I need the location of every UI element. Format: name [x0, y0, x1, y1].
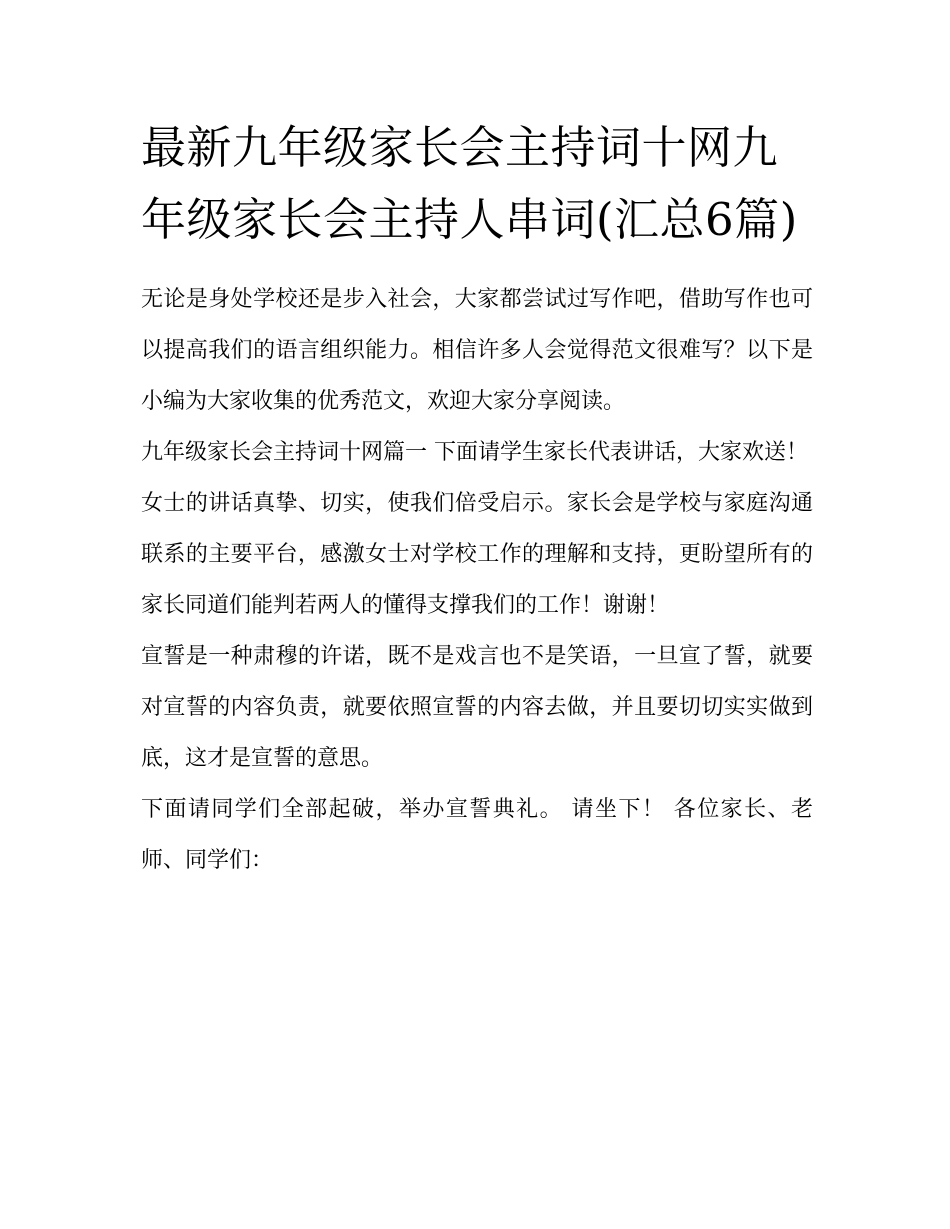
paragraph-ceremony: 下面请同学们全部起破，举办宣誓典礼。 请坐下！ 各位家长、老师、同学们： [141, 797, 813, 873]
paragraph-oath: 宣誓是一种肃穆的许诺，既不是戏言也不是笑语，一旦宣了誓，就要对宣誓的内容负责，就要依照宣誓的内容去做，并且要切切实实做到底，这才是宣誓的意思。 [141, 644, 813, 771]
document-title: 最新九年级家长会主持词十网九年级家长会主持人串词(汇总6篇) [141, 121, 798, 246]
paragraph-intro: 无论是身处学校还是步入社会，大家都尝试过写作吧，借助写作也可以提高我们的语言组织能力。相信许多人会觉得范文很难写？以下是小编为大家收集的优秀范文，欢迎大家分享阅读。 [141, 287, 813, 414]
paragraph-thanks: 女士的讲话真挚、切实，使我们倍受启示。家长会是学校与家庭沟通联系的主要平台，感激女士对学校工作的理解和支持，更盼望所有的家长同道们能判若两人的懂得支撑我们的工作！谢谢！ [141, 491, 813, 618]
document-body [141, 112, 813, 886]
paragraph-section-one: 九年级家长会主持词十网篇一 下面请学生家长代表讲话，大家欢送！ [141, 440, 808, 465]
